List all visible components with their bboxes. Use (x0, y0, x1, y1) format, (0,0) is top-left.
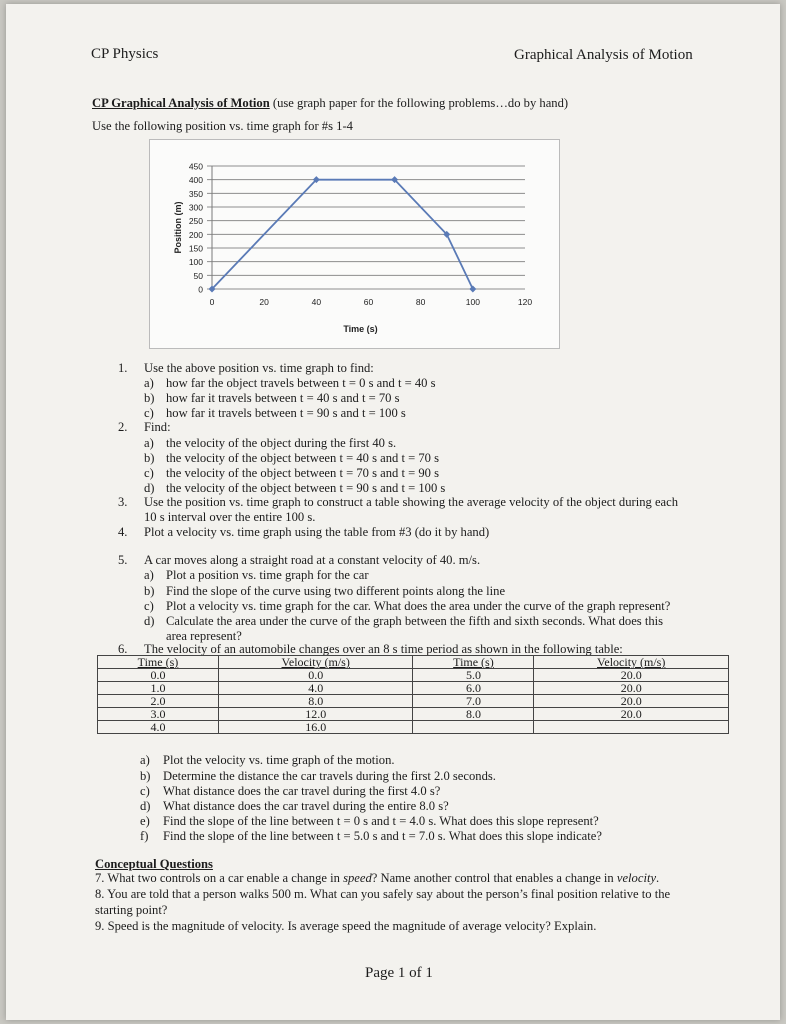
p5-text: A car moves along a straight road at a constant velocity of 40. m/s. (144, 553, 481, 567)
p1-a-letter: a) (144, 376, 154, 390)
p5-b-text: Find the slope of the curve using two different points along the line (166, 584, 506, 598)
table-cell: 0.0 (98, 669, 219, 682)
x-tick-label: 120 (517, 297, 533, 307)
x-tick-label: 20 (259, 297, 269, 307)
q7-end: . (656, 871, 660, 885)
p6-a-text: Plot the velocity vs. time graph of the motion. (163, 753, 395, 767)
question-9: 9. Speed is the magnitude of velocity. Is average speed the magnitude of average velocity? Explain. (95, 919, 597, 933)
y-tick-label: 0 (198, 284, 203, 295)
p1-b-text: how far it travels between t = 40 s and t = 70 s (166, 391, 400, 405)
x-axis-title: Time (s) (343, 324, 378, 334)
course-name: CP Physics (91, 46, 159, 62)
table-row (98, 721, 729, 734)
intro-line (92, 96, 568, 111)
y-tick-label: 250 (188, 216, 203, 227)
p2-a-text: the velocity of the object during the first 40 s. (166, 436, 397, 450)
table-cell: 4.0 (218, 682, 413, 695)
p1-number: 1. (118, 361, 128, 375)
y-tick-label: 200 (188, 229, 203, 240)
table-row (98, 682, 729, 695)
x-tick-label: 80 (415, 297, 426, 307)
p2-c-letter: c) (144, 466, 154, 480)
x-tick-label: 60 (363, 297, 374, 307)
table-cell: 1.0 (98, 682, 219, 695)
y-tick-label: 400 (188, 175, 203, 186)
table-row (98, 669, 729, 682)
table-cell (534, 721, 729, 734)
p5-d-letter: d) (144, 614, 155, 628)
p2-b-text: the velocity of the object between t = 40 s and t = 70 s (166, 451, 440, 465)
q7-part2: ? Name another control that enables a change in (371, 871, 617, 885)
p5-c-letter: c) (144, 599, 154, 613)
p6-b-letter: b) (140, 769, 151, 783)
p6-e-letter: e) (140, 814, 150, 828)
table-cell: 20.0 (534, 695, 729, 708)
p6-c-letter: c) (140, 784, 150, 798)
table-cell: 12.0 (218, 708, 413, 721)
p2-number: 2. (118, 420, 128, 434)
p6-number: 6. (118, 642, 128, 656)
p2-d-letter: d) (144, 481, 155, 495)
col-header-velocity-2: Velocity (m/s) (534, 656, 729, 669)
table-cell: 3.0 (98, 708, 219, 721)
data-point (469, 286, 476, 293)
p4-text: Plot a velocity vs. time graph using the table from #3 (do it by hand) (144, 525, 490, 539)
q7-speed: speed (343, 871, 372, 885)
p1-text: Use the above position vs. time graph to find: (144, 361, 374, 375)
p6-e-text: Find the slope of the line between t = 0 s and t = 4.0 s. What does this slope represent? (163, 814, 599, 828)
table-cell: 4.0 (98, 721, 219, 734)
question-7 (95, 871, 659, 886)
table-cell: 5.0 (413, 669, 534, 682)
table-row (98, 708, 729, 721)
y-tick-label: 150 (188, 243, 203, 254)
p6-f-text: Find the slope of the line between t = 5.0 s and t = 7.0 s. What does this slope indicate? (163, 829, 602, 843)
question-8-line1: 8. You are told that a person walks 500 m. What can you safely say about the person’s final position relative to the (95, 887, 671, 901)
p6-d-letter: d) (140, 799, 151, 813)
table-cell: 20.0 (534, 708, 729, 721)
conceptual-title: Conceptual Questions (95, 857, 213, 871)
p6-c-text: What distance does the car travel during the first 4.0 s? (163, 784, 441, 798)
table-cell: 16.0 (218, 721, 413, 734)
velocity-table (97, 655, 729, 734)
p6-text: The velocity of an automobile changes over an 8 s time period as shown in the following table: (144, 642, 623, 656)
p6-a-letter: a) (140, 753, 150, 767)
y-tick-label: 100 (188, 257, 203, 268)
p2-b-letter: b) (144, 451, 155, 465)
worksheet-title: CP Graphical Analysis of Motion (92, 96, 270, 110)
chart-svg (150, 140, 559, 348)
col-header-time-1: Time (s) (98, 656, 219, 669)
worksheet-page (6, 4, 780, 1020)
x-tick-label: 100 (465, 297, 480, 307)
p1-b-letter: b) (144, 391, 155, 405)
p6-d-text: What distance does the car travel during the entire 8.0 s? (163, 799, 449, 813)
p2-d-text: the velocity of the object between t = 90 s and t = 100 s (166, 481, 446, 495)
p2-text: Find: (144, 420, 171, 434)
p3-line1: Use the position vs. time graph to construct a table showing the average velocity of the object during each (144, 495, 679, 509)
p3-number: 3. (118, 495, 128, 509)
p5-d-line2: area represent? (166, 629, 242, 643)
q7-velocity: velocity (616, 871, 657, 885)
p5-c-text: Plot a velocity vs. time graph for the car. What does the area under the curve of the graph represent? (166, 599, 671, 613)
x-tick-label: 40 (311, 297, 322, 307)
p1-a-text: how far the object travels between t = 0 s and t = 40 s (166, 376, 436, 390)
p6-f-letter: f) (140, 829, 149, 843)
p5-a-text: Plot a position vs. time graph for the car (166, 568, 369, 582)
page-number: Page 1 of 1 (365, 965, 433, 981)
p2-a-letter: a) (144, 436, 154, 450)
q7-part1: 7. What two controls on a car enable a change in (95, 871, 344, 885)
table-cell: 7.0 (413, 695, 534, 708)
table-header-row (98, 656, 729, 669)
p4-number: 4. (118, 525, 128, 539)
y-tick-label: 50 (193, 270, 203, 281)
table-row (98, 695, 729, 708)
graph-instruction: Use the following position vs. time graph for #s 1-4 (92, 119, 353, 133)
table-cell: 2.0 (98, 695, 219, 708)
p1-c-text: how far it travels between t = 90 s and t = 100 s (166, 406, 406, 420)
col-header-time-2: Time (s) (413, 656, 534, 669)
p1-c-letter: c) (144, 406, 154, 420)
conceptual-heading (95, 857, 213, 872)
y-tick-label: 350 (188, 188, 203, 199)
x-tick-label: 0 (209, 297, 215, 307)
p5-d-line1: Calculate the area under the curve of the graph between the fifth and sixth seconds. What does this (166, 614, 664, 628)
p6-b-text: Determine the distance the car travels during the first 2.0 seconds. (163, 769, 496, 783)
p3-line2: 10 s interval over the entire 100 s. (144, 510, 316, 524)
y-tick-label: 450 (188, 161, 203, 172)
position-time-graph (149, 139, 560, 349)
y-tick-label: 300 (188, 202, 203, 213)
y-axis-title: Position (m) (173, 201, 183, 254)
question-8-line2: starting point? (95, 903, 168, 917)
p5-a-letter: a) (144, 568, 154, 582)
worksheet-subtitle: (use graph paper for the following problems…do by hand) (272, 96, 569, 110)
p5-b-letter: b) (144, 584, 155, 598)
table-cell: 8.0 (413, 708, 534, 721)
table-cell: 0.0 (218, 669, 413, 682)
p2-c-text: the velocity of the object between t = 70 s and t = 90 s (166, 466, 440, 480)
table-cell: 6.0 (413, 682, 534, 695)
unit-title: Graphical Analysis of Motion (514, 47, 693, 63)
table-cell: 20.0 (534, 669, 729, 682)
table-cell: 20.0 (534, 682, 729, 695)
p5-number: 5. (118, 553, 128, 567)
table-cell (413, 721, 534, 734)
table-cell: 8.0 (218, 695, 413, 708)
col-header-velocity-1: Velocity (m/s) (218, 656, 413, 669)
